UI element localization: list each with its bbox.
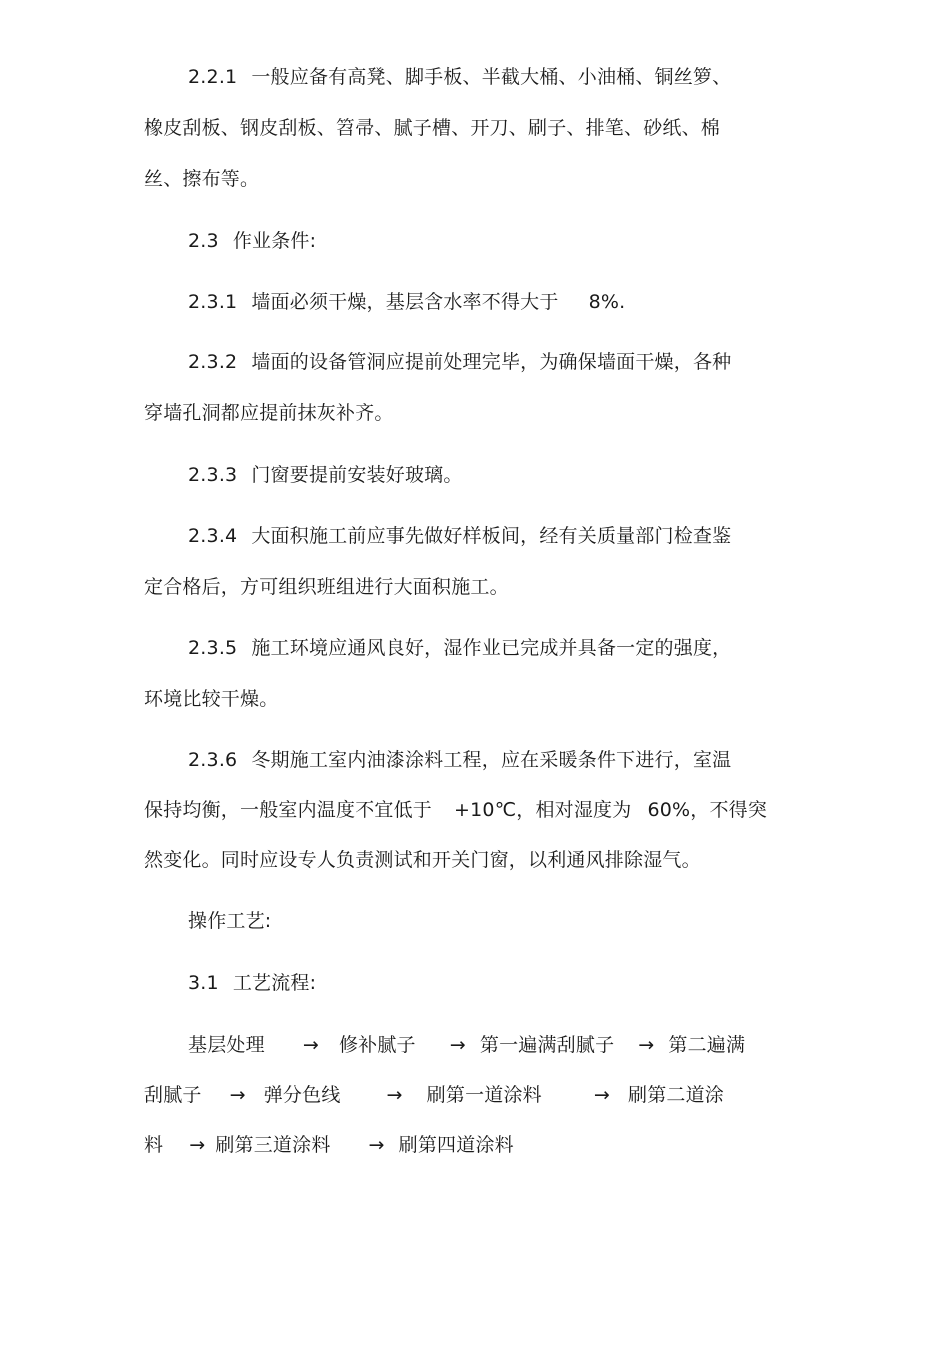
section-number: 2.3 [188,230,219,252]
flow-step: 刷第二道涂 [628,1084,725,1106]
moisture-value: 8%. [588,291,626,313]
flow-arrow-icon: → [368,1134,385,1156]
flow-step: 料 [144,1134,164,1156]
section-number: 2.3.5 [188,637,238,659]
flow-arrow-icon: → [189,1134,206,1156]
paragraph-2-3-4-line-1 [188,523,731,549]
paragraph-2-3-3 [188,462,463,488]
section-number: 2.3.6 [188,749,238,771]
flow-arrow-icon: → [229,1084,246,1106]
section-heading-2-3 [188,228,316,254]
paragraph-2-2-1-line-3: 丝、擦布等。 [144,168,260,190]
flow-step: 第一遍满刮腻子 [479,1034,615,1056]
paragraph-text: 墙面必须干燥，基层含水率不得大于 [251,291,559,313]
flow-step: 刷第四道涂料 [398,1134,514,1156]
flow-step: 第二遍满 [668,1034,746,1056]
paragraph-2-3-6-line-2 [144,797,767,823]
process-flow-line-1 [188,1032,745,1058]
process-flow-line-2 [144,1082,724,1108]
paragraph-text: 冬期施工室内油漆涂料工程，应在采暖条件下进行，室温 [251,749,732,771]
paragraph-2-3-5-line-2: 环境比较干燥。 [144,688,279,710]
paragraph-2-3-6-line-3: 然变化。同时应设专人负责测试和开关门窗，以利通风排除湿气。 [144,849,701,871]
paragraph-text: 一般应备有高凳、脚手板、半截大桶、小油桶、铜丝箩、 [251,66,732,88]
paragraph-text: 大面积施工前应事先做好样板间，经有关质量部门检查鉴 [251,525,732,547]
paragraph-text-part: 保持均衡，一般室内温度不宜低于 [144,799,433,821]
flow-arrow-icon: → [302,1034,319,1056]
paragraph-2-3-6-line-1 [188,747,731,773]
flow-step: 刮腻子 [144,1084,202,1106]
paragraph-2-3-1 [188,289,625,315]
section-number: 2.3.4 [188,525,238,547]
section-number: 2.2.1 [188,66,238,88]
section-number: 2.3.1 [188,291,238,313]
flow-arrow-icon: → [638,1034,655,1056]
flow-arrow-icon: → [386,1084,403,1106]
flow-step: 修补腻子 [338,1034,416,1056]
section-heading-operation-process: 操作工艺: [188,910,272,932]
section-title: 工艺流程: [232,972,317,994]
section-number: 3.1 [188,972,219,994]
section-title: 作业条件: [232,230,317,252]
paragraph-2-3-4-line-2: 定合格后，方可组织班组进行大面积施工。 [144,576,509,598]
paragraph-2-3-2-line-1 [188,349,731,375]
section-heading-3-1 [188,970,316,996]
paragraph-text: 门窗要提前安装好玻璃。 [251,464,463,486]
section-number: 2.3.2 [188,351,238,373]
paragraph-text: 施工环境应通风良好，湿作业已完成并具备一定的强度， [251,637,732,659]
paragraph-2-3-5-line-1 [188,635,731,661]
flow-step: 弹分色线 [263,1084,341,1106]
temperature-text: +10℃，相对湿度为 [454,799,632,821]
process-flow-line-3 [144,1132,514,1158]
paragraph-2-2-1-line-2: 橡皮刮板、钢皮刮板、笤帚、腻子槽、开刀、刷子、排笔、砂纸、棉 [144,117,721,139]
flow-step: 刷第三道涂料 [215,1134,331,1156]
humidity-text: 60%，不得突 [647,799,768,821]
paragraph-2-3-2-line-2: 穿墙孔洞都应提前抹灰补齐。 [144,402,394,424]
flow-step: 基层处理 [188,1034,265,1056]
paragraph-2-2-1-line-1 [188,64,731,90]
flow-arrow-icon: → [449,1034,466,1056]
section-number: 2.3.3 [188,464,238,486]
flow-step: 刷第一道涂料 [426,1084,542,1106]
paragraph-text: 墙面的设备管洞应提前处理完毕，为确保墙面干燥，各种 [251,351,732,373]
flow-arrow-icon: → [593,1084,610,1106]
